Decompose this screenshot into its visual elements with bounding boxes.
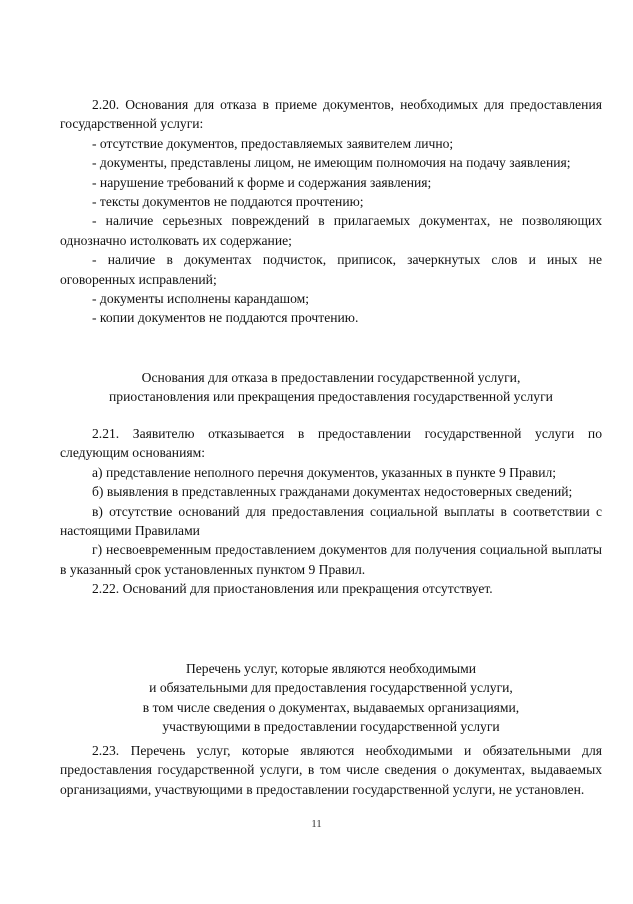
heading-line: Перечень услуг, которые являются необходимыми (185, 661, 477, 676)
heading-line: и обязательными для предоставления государственной услуги, (149, 680, 513, 696)
heading-line: приостановления или прекращения предоставления государственной услуги (109, 389, 553, 405)
heading-line: участвующими в предоставлении государственной услуги (162, 719, 500, 735)
list-item: а) представление неполного перечня документов, указанных в пункте 9 Правил; (92, 464, 557, 480)
list-item: г) несвоевременным предоставлением документов для получения социальной выплаты в указанный срок установленных пунктом 9 Правил. (60, 542, 602, 577)
list-item: - тексты документов не поддаются прочтению; (92, 194, 364, 210)
page-number: 11 (311, 818, 322, 830)
section-2-20 (60, 95, 602, 328)
heading-line: Основания для отказа в предоставлении государственной услуги, (141, 370, 521, 385)
heading-line: в том числе сведения о документах, выдаваемых организациями, (142, 699, 520, 715)
list-item: - документы, представлены лицом, не имеющим полномочия на подачу заявления; (92, 155, 571, 171)
list-item: в) отсутствие оснований для предоставления социальной выплаты в соответствии с настоящими Правилами (60, 503, 602, 539)
list-item: - отсутствие документов, предоставляемых заявителем лично; (92, 135, 454, 151)
list-item: б) выявления в представленных гражданами документах недостоверных сведений; (92, 484, 573, 500)
section-2-21-intro: 2.21. Заявителю отказывается в предоставлении государственной услуги по следующим основаниям: (60, 426, 602, 461)
heading-refusal-grounds (60, 368, 602, 407)
list-item: - нарушение требований к форме и содержания заявления; (92, 174, 432, 190)
section-2-20-intro: 2.20. Основания для отказа в приеме документов, необходимых для предоставления государственной услуги: (60, 97, 602, 132)
section-2-23-text: 2.23. Перечень услуг, которые являются необходимыми и обязательными для предоставления государственной услуги, в том числе сведения о документах, выдаваемых организациями, участвующими в предоставлении государственной услуги, не установлен. (60, 743, 602, 797)
list-item: - наличие серьезных повреждений в прилагаемых документах, не позволяющих однозначно истолковать их содержание; (60, 213, 602, 248)
section-2-22: 2.22. Оснований для приостановления или прекращения отсутствует. (92, 581, 493, 597)
section-2-23 (60, 741, 602, 799)
list-item: - документы исполнены карандашом; (92, 291, 310, 307)
list-item: - наличие в документах подчисток, приписок, зачеркнутых слов и иных не оговоренных исправлений; (60, 252, 602, 287)
list-item: - копии документов не поддаются прочтению. (92, 310, 359, 326)
heading-required-services (60, 659, 602, 737)
section-2-21 (60, 424, 602, 599)
